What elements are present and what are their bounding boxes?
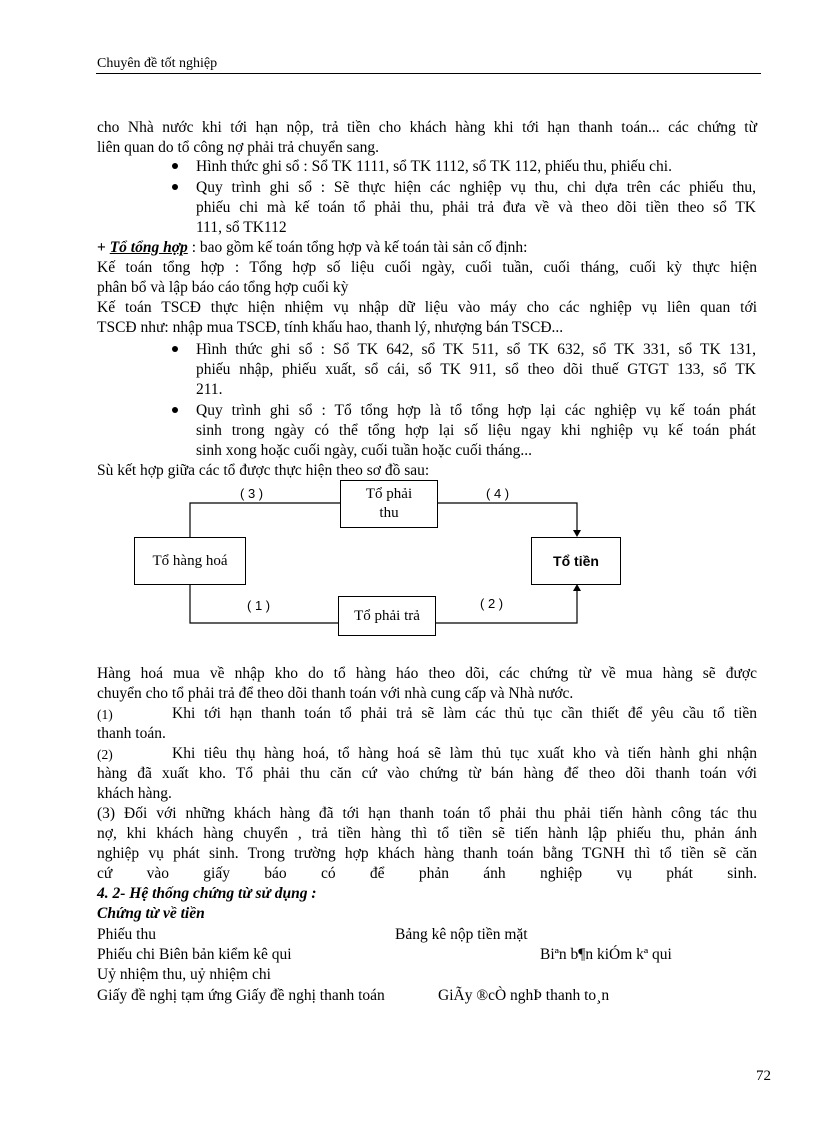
paragraph-line: nghiệp vụ phát sinh. Trong trường hợp khách hàng thanh toán bằng TGNH thì tổ tiền sẽ căn	[97, 845, 757, 862]
page-number: 72	[756, 1068, 771, 1084]
flow-line-2	[436, 590, 577, 623]
header-divider	[96, 73, 761, 74]
bullet-text: sinh trong ngày có thể tổng hợp lại số liệu ngay khi nghiệp vụ kế toán phát	[196, 422, 756, 439]
paragraph-line: Khi tiêu thụ hàng hoá, tổ hàng hoá sẽ làm thủ tục xuất kho và tiến hành ghi nhận	[172, 745, 757, 762]
paragraph-line: cho Nhà nước khi tới hạn nộp, trả tiền cho khách hàng khi tới hạn thanh toán... các chứng từ	[97, 119, 757, 136]
box-label: Tổ phải	[365, 486, 413, 502]
flow-label-3: ( 3 )	[240, 486, 264, 501]
bullet-text: 211.	[196, 381, 223, 398]
diagram-intro: Sù kết hợp giữa các tổ được thực hiện theo sơ đồ sau:	[97, 462, 430, 479]
bullet-icon	[172, 184, 178, 190]
paragraph-line: (3) Đối với những khách hàng đã tới hạn thanh toán tổ phải thu phải tiến hành công tác thu	[97, 805, 757, 822]
tong-hop-line	[97, 238, 527, 258]
bullet-text: Quy trình ghi sổ : Sẽ thực hiện các nghiệp vụ thu, chi dựa trên các phiếu thu,	[196, 179, 756, 196]
doc-item: Giấy đề nghị tạm ứng Giấy đề nghị thanh toán	[97, 987, 385, 1004]
paragraph-line: TSCĐ như: nhập mua TSCĐ, tính khấu hao, thanh lý, nhượng bán TSCĐ...	[97, 319, 564, 336]
tong-hop-heading: Tổ tổng hợp	[109, 239, 188, 256]
box-label: Tổ phải trả	[354, 607, 420, 624]
bullet-text: Quy trình ghi sổ : Tổ tổng hợp là tổ tổng hợp lại các nghiệp vụ kế toán phát	[196, 402, 756, 419]
paragraph-line: nợ, khi khách hàng chuyển , trả tiền hàng thì tổ tiền sẽ tiến hành lập phiếu thu, phản ánh	[97, 825, 757, 842]
doc-item-garbled: Biªn b¶n kiÓm kª qui	[540, 946, 672, 963]
bullet-text: Hình thức ghi sổ : Sổ TK 642, sổ TK 511, sổ TK 632, sổ TK 331, sổ TK 131,	[196, 341, 756, 358]
arrow-head-2	[573, 584, 581, 591]
item-number: (2)	[97, 747, 113, 762]
doc-item-garbled: GiÃy ®cÒ nghÞ thanh to¸n	[438, 987, 610, 1004]
doc-item: Phiếu chi Biên bản kiểm kê qui	[97, 946, 292, 963]
arrow-head-4	[573, 530, 581, 537]
bullet-icon	[172, 346, 178, 352]
bullet-text: phiếu nhập, phiếu xuất, sổ cái, sổ TK 911, sổ theo dõi thuế GTGT 133, sổ TK	[196, 361, 756, 378]
box-to-phai-thu	[340, 480, 438, 528]
box-to-tien	[531, 537, 621, 585]
box-label: Tổ tiền	[553, 552, 599, 569]
paragraph-line: thanh toán.	[97, 725, 166, 742]
paragraph-line: chuyển cho tổ phải trả để theo dõi thanh toán với nhà cung cấp và Nhà nước.	[97, 685, 574, 702]
section-subheading: Chứng từ về tiền	[97, 905, 205, 922]
tong-hop-rest: : bao gồm kế toán tổng hợp và kế toán tài sản cố định:	[187, 239, 528, 256]
doc-item: Phiếu thu	[97, 926, 156, 943]
paragraph-line: liên quan do tổ công nợ phải trả chuyển sang.	[97, 139, 379, 156]
box-label: thu	[379, 505, 399, 521]
paragraph-line: Khi tới hạn thanh toán tổ phải trả sẽ làm các thủ tục cần thiết để yêu cầu tổ tiền	[172, 705, 757, 722]
box-label: Tổ hàng hoá	[152, 552, 228, 569]
doc-item: Bảng kê nộp tiền mặt	[395, 926, 528, 943]
paragraph-line: phân bổ và lập báo cáo tổng hợp cuối kỳ	[97, 279, 349, 296]
paragraph-line: cứ vào giấy báo có để phản ánh nghiệp vụ phát sinh.	[97, 865, 757, 882]
paragraph-line: Kế toán TSCĐ thực hiện nhiệm vụ nhập dữ liệu vào máy cho các nghiệp vụ liên quan tới	[97, 299, 757, 316]
bullet-text: 111, sổ TK112	[196, 219, 287, 236]
bullet-icon	[172, 163, 178, 169]
item-number: (1)	[97, 707, 113, 722]
doc-item: Uỷ nhiệm thu, uỷ nhiệm chi	[97, 966, 271, 983]
box-to-phai-tra	[338, 596, 436, 636]
section-heading: 4. 2- Hệ thống chứng từ sử dụng :	[97, 885, 317, 902]
bullet-icon	[172, 407, 178, 413]
plus-prefix: +	[97, 239, 110, 256]
flow-line-4	[438, 503, 577, 532]
paragraph-line: hàng đã xuất kho. Tổ phải thu căn cứ vào chứng từ bán hàng để theo dõi thanh toán với	[97, 765, 757, 782]
bullet-text: phiếu chi mà kế toán tổ phải thu, phải trả đưa về và theo dõi tiền theo sổ TK	[196, 199, 756, 216]
paragraph-line: khách hàng.	[97, 785, 172, 802]
paragraph-line: Kế toán tổng hợp : Tổng hợp số liệu cuối ngày, cuối tuần, cuối tháng, cuối kỳ thực hiện	[97, 259, 757, 276]
flow-label-4: ( 4 )	[486, 486, 510, 501]
box-to-hang-hoa	[134, 537, 246, 585]
paragraph-line: Hàng hoá mua về nhập kho do tổ hàng háo theo dõi, các chứng từ về mua hàng sẽ được	[97, 665, 757, 682]
bullet-text: sinh xong hoặc cuối ngày, cuối tuần hoặc cuối tháng...	[196, 442, 533, 459]
page-header-title: Chuyên đề tốt nghiệp	[97, 56, 218, 71]
bullet-text: Hình thức ghi sổ : Sổ TK 1111, sổ TK 1112, sổ TK 112, phiếu thu, phiếu chi.	[196, 158, 672, 175]
flow-line-3	[190, 503, 340, 538]
flow-label-2: ( 2 )	[480, 596, 504, 611]
flow-label-1: ( 1 )	[247, 598, 271, 613]
